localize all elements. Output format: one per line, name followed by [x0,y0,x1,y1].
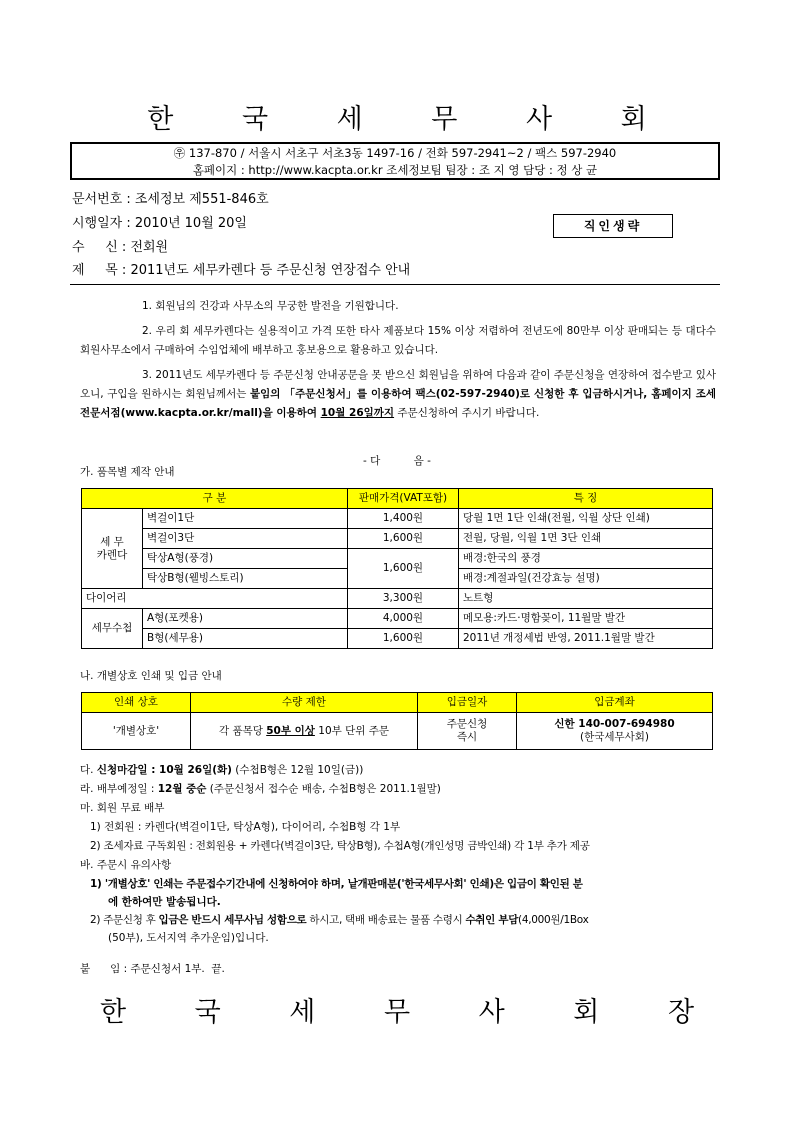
item: 벽걸이1단 [143,509,348,529]
group-calendar: 세 무 카렌다 [82,509,143,589]
cautions-heading: 바. 주문시 유의사항 [80,859,172,871]
paragraph-1: 1. 회원님의 건강과 사무소의 무궁한 발전을 기원합니다. [142,300,399,312]
subject-label: 제 목 : [72,263,127,278]
document-title: 한 국 세 무 사 회 [147,104,677,135]
recipient-value: 전회원 [130,240,169,255]
item: B형(세무용) [143,629,348,649]
attachment: 붙 임 : 주문신청서 1부. 끝. [80,963,225,975]
qty-limit: 각 품목당 50부 이상 10부 단위 주문 [191,713,418,750]
free-distribution-2: 2) 조세자료 구독회원 : 전회원용 + 카렌다(벽걸이3단, 탁상B형), 수첩A형(개인성명 금박인쇄) 각 1부 추가 제공 [90,840,590,852]
group-planner: 세무수첩 [82,609,143,649]
feature: 당월 1면 1단 인쇄(전월, 익월 상단 인쇄) [458,509,712,529]
feature: 2011년 개정세법 반영, 2011.1월말 발간 [458,629,712,649]
print-name: '개별상호' [82,713,191,750]
item: 다이어리 [82,589,348,609]
signature: 한 국 세 무 사 회 장 [99,997,725,1028]
item: 벽걸이3단 [143,529,348,549]
col-price: 판매가격(VAT포함) [347,489,458,509]
seal-omitted-stamp: 직인생략 [553,214,673,238]
col-account: 입금계좌 [517,693,713,713]
subject-value: 2011년도 세무카렌다 등 주문신청 연장접수 안내 [130,263,411,278]
da-eum-heading: - 다 음 - [363,455,431,467]
subject [72,263,410,279]
free-distribution-1: 1) 전회원 : 카렌다(벽걸이1단, 탁상A형), 다이어리, 수첩B형 각 1부 [90,821,401,833]
free-distribution-heading: 마. 회원 무료 배부 [80,802,165,814]
paragraph-3: 3. 2011년도 세무카렌다 등 주문신청 안내공문을 못 받으신 회원님을 위하여 다음과 같이 주문신청을 연장하여 접수받고 있사오니, 구입을 원하시는 회원님께서는 붙임의 「주문신청서」를 이용하여 팩스(02-597-2940)로 신청한 후 입금하시거나, 홈페이지 조세전문서점(www.kacpta.or.kr/mall)을 이용하여 10월 26일까지 주문신청하여 주시기 바랍니다. [80,369,716,419]
divider [70,284,720,285]
col-pay-date: 입금일자 [418,693,517,713]
product-table [81,488,713,649]
col-qty-limit: 수량 제한 [191,693,418,713]
address-line: ㉾ 137-870 / 서울시 서초구 서초3동 1497-16 / 전화 597-2941~2 / 팩스 597-2940 [173,146,617,160]
section-ga-heading: 가. 품목별 제작 안내 [80,466,175,478]
feature: 전월, 당월, 익월 1면 3단 인쇄 [458,529,712,549]
price: 1,600원 [347,529,458,549]
price: 1,400원 [347,509,458,529]
custom-print-table [81,692,713,750]
account: 신한 140-007-694980 (한국세무사회) [517,713,713,750]
recipient [72,240,168,256]
delivery-date: 라. 배부예정일 : 12월 중순 (주문신청서 접수순 배송, 수첩B형은 2011.1월말) [80,783,441,795]
body-text [80,297,716,423]
caution-2: 2) 주문신청 후 입금은 반드시 세무사님 성함으로 하시고, 택배 배송료는 물품 수령시 수취인 부담(4,000원/1Box [90,914,589,926]
price: 4,000원 [347,609,458,629]
price: 1,600원 [347,549,458,589]
section-na-heading: 나. 개별상호 인쇄 및 입금 안내 [80,670,222,682]
feature: 메모용:카드·명함꽂이, 11월말 발간 [458,609,712,629]
price: 1,600원 [347,629,458,649]
col-print-name: 인쇄 상호 [82,693,191,713]
pay-date: 주문신청 즉시 [418,713,517,750]
item: A형(포켓용) [143,609,348,629]
feature: 배경:계절과일(건강효능 설명) [458,569,712,589]
contact-line: 홈페이지 : http://www.kacpta.or.kr 조세정보팀 팀장 : 조 지 영 담당 : 정 상 균 [192,163,598,177]
caution-2-cont: (50부), 도서지역 추가운임)입니다. [108,932,269,944]
deadline: 다. 신청마감일 : 10월 26일(화) (수첩B형은 12월 10일(금)) [80,764,364,776]
recipient-label: 수 신 : [72,240,127,255]
caution-1: 1) '개별상호' 인쇄는 주문접수기간내에 신청하여야 하며, 낱개판매분('한국세무사회' 인쇄)은 입금이 확인된 분 [90,878,583,890]
price: 3,300원 [347,589,458,609]
feature: 노트형 [458,589,712,609]
item: 탁상B형(웰빙스토리) [143,569,348,589]
header-box [70,142,720,180]
feature: 배경:한국의 풍경 [458,549,712,569]
issue-date: 시행일자 : 2010년 10월 20일 [72,216,247,231]
col-feature: 특 징 [458,489,712,509]
item: 탁상A형(풍경) [143,549,348,569]
doc-number: 문서번호 : 조세정보 제551-846호 [72,192,269,207]
col-category: 구 분 [82,489,348,509]
paragraph-2: 2. 우리 회 세무카렌다는 실용적이고 가격 또한 타사 제품보다 15% 이상 저렴하여 전년도에 80만부 이상 판매되는 등 대다수 회원사무소에서 구매하여 수임업체에 배부하고 홍보용으로 활용하고 있습니다. [80,325,716,356]
caution-1-cont: 에 한하여만 발송됩니다. [108,896,221,908]
